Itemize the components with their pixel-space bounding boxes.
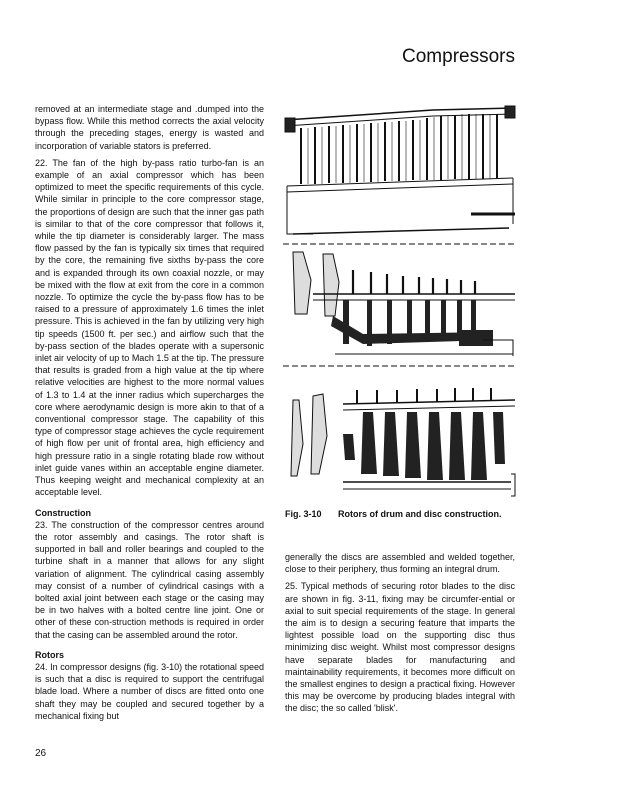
- drum-disc-rotor-drawing: [293, 252, 515, 356]
- figure-label: Fig. 3-10: [285, 509, 322, 519]
- left-text-column: [35, 103, 264, 727]
- paragraph-intro: removed at an intermediate stage and .dumped into the bypass flow. While this method corrects the axial velocity through the preceding stages, energy is wasted and incorporation of variable stators is preferred.: [35, 104, 264, 151]
- running-header-title: Compressors: [402, 46, 515, 67]
- paragraph-22: 22. The fan of the high by-pass ratio turbo-fan is an example of an axial compressor which has been optimized to meet the specific requirements of this cycle. While similar in principle to the core compressor stage, the proportions of design are such that the inner gas path is similar to that of the core compressor that follows it, while the tip diameter is considerably larger. The mass flow passed by the fan is typically six times that required by the core, the remaining five sixths by-pass the core and is expanded through its own coaxial nozzle, or may be mixed with the flow at exit from the core in a common nozzle. To optimize the cycle the by-pass flow has to be raised to a pressure of approximately 1.6 times the inlet pressure. This is achieved in the fan by utilizing very high tip speeds (1500 ft. per sec.) and airflow such that the by-pass section of the blades operate with a supersonic inlet air velocity of up to Mach 1.5 at the tip. The pressure that results is graded from a high value at the tip where relative velocities are highest to the more normal values of 1.3 to 1.4 at the inner radius which supercharges the core where aerodynamic design is more akin to that of a conventional compressor stage. The capability of this type of compressor stage achieves the cycle requirement of high flow per unit of frontal area, high efficiency and high pressure ratio in a single rotating blade row without inlet guide vanes within an acceptable engine diameter. Thus keeping weight and mechanical complexity at an acceptable level.: [35, 157, 264, 498]
- right-text-column: [285, 551, 515, 720]
- disc-rotor-drawing: [291, 388, 515, 496]
- paragraph-25: 25. Typical methods of securing rotor blades to the disc are shown in fig. 3-11, fixing may be circumfer-ential or axial to suit special requirements of the stage. In general the aim is to design a securing feature that imparts the lightest possible load on the supporting disc thus minimizing disc weight. Whilst most compressor designs have separate blades for manufacturing and maintainability requirements, it becomes more difficult on the smallest engines to design a practical fixing. However this may be overcome by producing blades integral with the disc; the so called 'blisk'.: [285, 581, 515, 714]
- heading-rotors: Rotors: [35, 649, 64, 660]
- paragraph-continued: generally the discs are assembled and welded together, close to their periphery, thus forming an integral drum.: [285, 552, 515, 575]
- paragraph-23: 23. The construction of the compressor centres around the rotor assembly and casings. The rotor shaft is supported in ball and roller bearings and coupled to the turbine shaft in a manner that allows for any slight variation of alignment. The cylindrical casing assembly may consist of a number of cylindrical casings with a bolted axial joint between each stage or the casing may be in two halves with a bolted centre line joint. One or other of these con-struction methods is required in order that the casing can be assembled around the rotor.: [35, 519, 264, 640]
- rotor-illustration: [283, 104, 517, 504]
- heading-construction: Construction: [35, 507, 91, 518]
- drum-rotor-drawing: [285, 106, 515, 234]
- paragraph-24: 24. In compressor designs (fig. 3-10) the rotational speed is such that a disc is required to support the centrifugal blade load. Where a number of discs are fitted onto one shaft they may be coupled and secured together by a mechanical fixing but: [35, 661, 264, 721]
- page-number: 26: [35, 748, 47, 759]
- figure-caption-text: Rotors of drum and disc construction.: [338, 509, 502, 519]
- figure-caption: [285, 508, 519, 520]
